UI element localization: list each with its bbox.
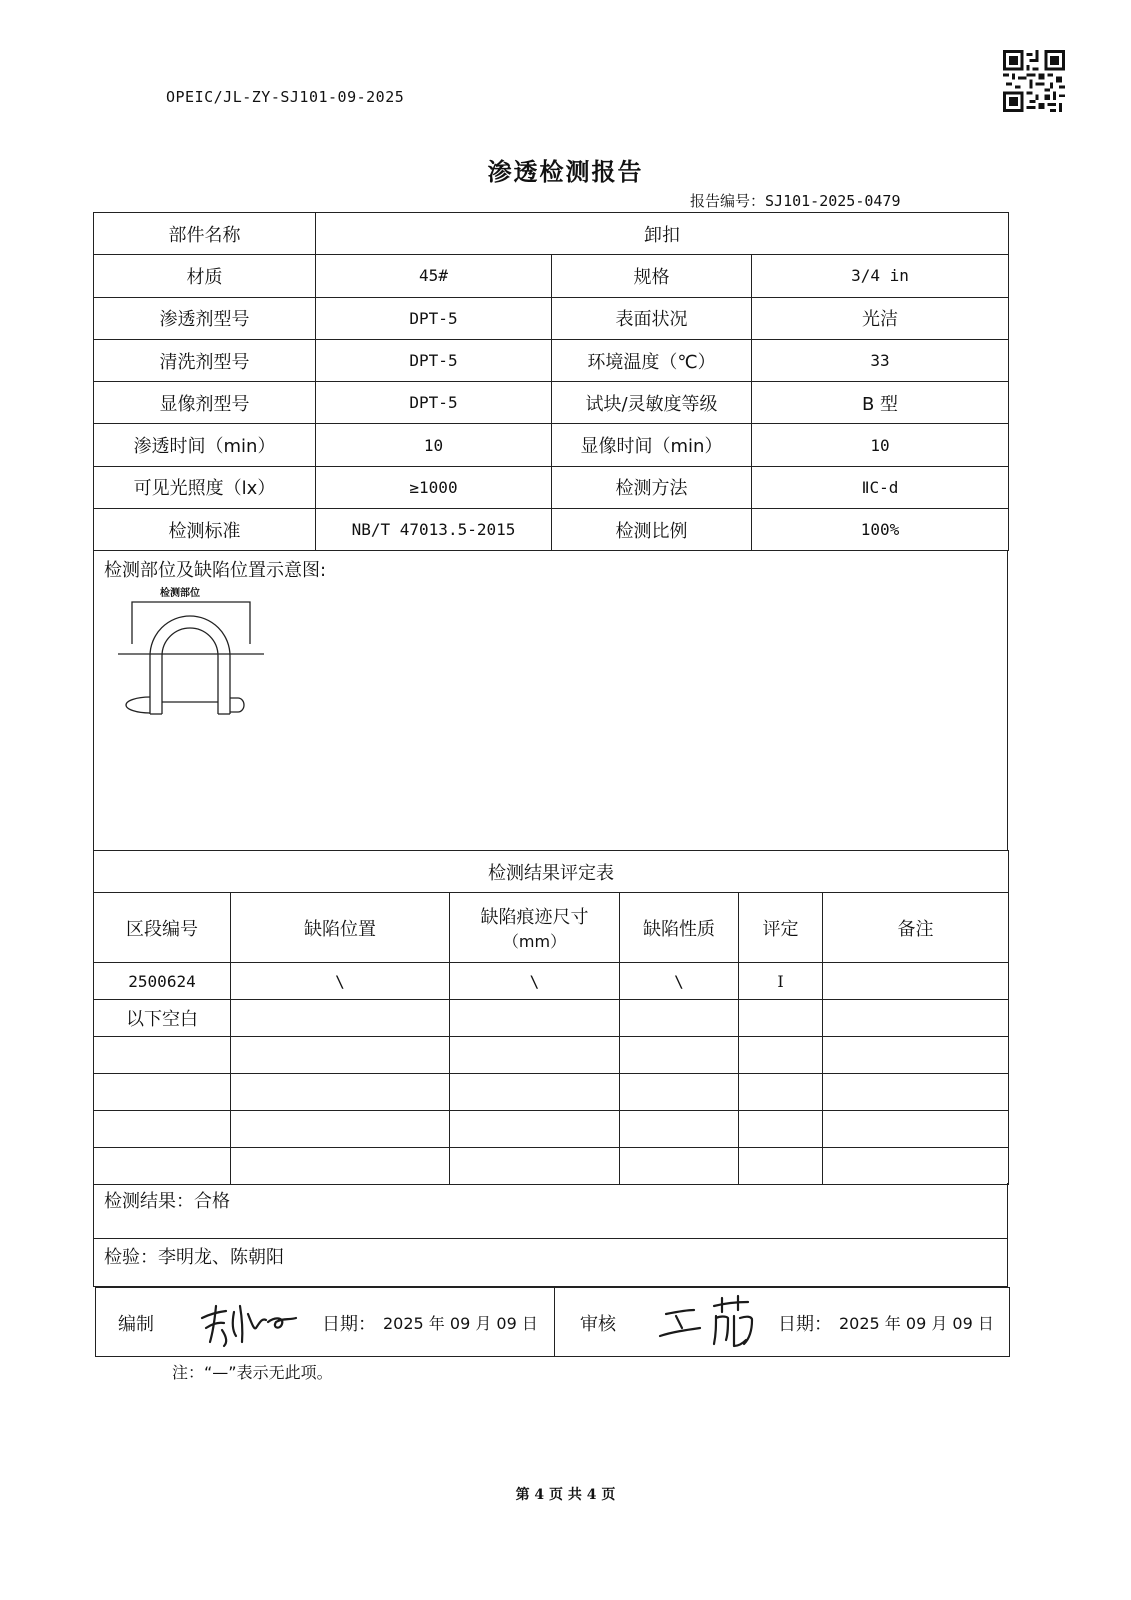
review-date: 2025 年 09 月 09 日 <box>839 1314 994 1333</box>
empty-cell <box>620 1074 739 1111</box>
empty-cell <box>620 1148 739 1185</box>
prepared-date-label: 日期： <box>322 1314 376 1335</box>
empty-cell <box>231 1074 450 1111</box>
info-row <box>94 424 1009 466</box>
material-value: 45# <box>316 255 552 297</box>
defect-size-cell: \ <box>450 963 620 1000</box>
table-row <box>94 1111 1009 1148</box>
report-number <box>690 190 900 211</box>
empty-cell <box>94 1037 231 1074</box>
review-date-label: 日期： <box>778 1314 832 1335</box>
col-defect-size-title: 缺陷痕迹尺寸 <box>480 907 589 928</box>
results-table <box>93 850 1009 1185</box>
empty-cell <box>231 1148 450 1185</box>
col-remarks: 备注 <box>823 893 1009 963</box>
info-table <box>93 212 1009 551</box>
empty-cell <box>823 1074 1009 1111</box>
diagram-section <box>93 550 1008 851</box>
empty-cell <box>231 1037 450 1074</box>
standard-value: NB/T 47013.5-2015 <box>316 509 552 551</box>
conclusion-text <box>104 1187 230 1213</box>
inspection-section <box>93 1239 1008 1287</box>
conclusion-label: 检测结果： <box>104 1191 194 1212</box>
penetration-time-label: 渗透时间（min） <box>94 424 316 466</box>
table-row <box>94 963 1009 1000</box>
empty-cell <box>450 1148 620 1185</box>
empty-cell <box>620 1000 739 1037</box>
cleaner-model-label: 清洗剂型号 <box>94 339 316 381</box>
part-name-label: 部件名称 <box>94 213 316 255</box>
empty-cell <box>450 1074 620 1111</box>
table-row <box>94 1074 1009 1111</box>
shackle-diagram <box>114 584 274 734</box>
blank-marker-cell: 以下空白 <box>94 1000 231 1037</box>
developer-model-label: 显像剂型号 <box>94 382 316 424</box>
empty-cell <box>231 1111 450 1148</box>
empty-cell <box>739 1148 823 1185</box>
empty-cell <box>620 1037 739 1074</box>
empty-cell <box>450 1111 620 1148</box>
empty-cell <box>739 1074 823 1111</box>
spec-label: 规格 <box>552 255 752 297</box>
inspection-label: 检验： <box>104 1247 158 1268</box>
illuminance-label: 可见光照度（lx） <box>94 466 316 508</box>
surface-condition-value: 光洁 <box>752 297 1009 339</box>
method-value: ⅡC-d <box>752 466 1009 508</box>
penetrant-model-value: DPT-5 <box>316 297 552 339</box>
illuminance-value: ≥1000 <box>316 466 552 508</box>
col-section-no: 区段编号 <box>94 893 231 963</box>
empty-cell <box>231 1000 450 1037</box>
col-defect-nature: 缺陷性质 <box>620 893 739 963</box>
prepared-date: 2025 年 09 月 09 日 <box>383 1314 538 1333</box>
document-code: OPEIC/JL-ZY-SJ101-09-2025 <box>166 88 405 106</box>
rating-cell: I <box>739 963 823 1000</box>
table-row <box>94 1148 1009 1185</box>
standard-label: 检测标准 <box>94 509 316 551</box>
col-defect-size <box>450 893 620 963</box>
empty-cell <box>94 1148 231 1185</box>
conclusion-section <box>93 1183 1008 1239</box>
development-time-value: 10 <box>752 424 1009 466</box>
inspection-text <box>104 1243 284 1269</box>
empty-cell <box>823 1148 1009 1185</box>
ambient-temp-value: 33 <box>752 339 1009 381</box>
empty-cell <box>620 1111 739 1148</box>
page-number: 第 4 页 共 4 页 <box>515 1487 616 1503</box>
inspector-names: 李明龙、陈朝阳 <box>158 1247 284 1268</box>
prepared-label: 编制 <box>118 1314 154 1335</box>
info-row <box>94 339 1009 381</box>
empty-cell <box>739 1037 823 1074</box>
table-row <box>94 1037 1009 1074</box>
info-row <box>94 213 1009 255</box>
method-label: 检测方法 <box>552 466 752 508</box>
table-row <box>94 1000 1009 1037</box>
col-defect-size-unit: （mm） <box>502 932 567 951</box>
info-row <box>94 297 1009 339</box>
empty-cell <box>823 1037 1009 1074</box>
development-time-label: 显像时间（min） <box>552 424 752 466</box>
ambient-temp-label: 环境温度（℃） <box>552 339 752 381</box>
diagram-caption: 检测部位 <box>160 588 200 599</box>
material-label: 材质 <box>94 255 316 297</box>
empty-cell <box>823 1111 1009 1148</box>
test-block-label: 试块/灵敏度等级 <box>552 382 752 424</box>
part-name-value: 卸扣 <box>316 213 1009 255</box>
conclusion-value: 合格 <box>194 1191 230 1212</box>
report-title: 渗透检测报告 <box>487 158 644 186</box>
empty-cell <box>739 1111 823 1148</box>
test-block-value: B 型 <box>752 382 1009 424</box>
info-row <box>94 509 1009 551</box>
report-number-label: 报告编号： <box>690 192 766 210</box>
results-header-row <box>94 893 1009 963</box>
ratio-label: 检测比例 <box>552 509 752 551</box>
col-defect-location: 缺陷位置 <box>231 893 450 963</box>
empty-cell <box>450 1000 620 1037</box>
section-no-cell: 2500624 <box>94 963 231 1000</box>
signoff-section <box>95 1287 1010 1357</box>
empty-cell <box>823 1000 1009 1037</box>
qr-code-icon <box>1003 50 1065 112</box>
developer-model-value: DPT-5 <box>316 382 552 424</box>
prepared-signature <box>196 1298 316 1350</box>
review-signature <box>656 1294 768 1352</box>
footnote: 注：“—”表示无此项。 <box>172 1363 333 1382</box>
penetrant-model-label: 渗透剂型号 <box>94 297 316 339</box>
cleaner-model-value: DPT-5 <box>316 339 552 381</box>
empty-cell <box>450 1037 620 1074</box>
info-row <box>94 255 1009 297</box>
defect-nature-cell: \ <box>620 963 739 1000</box>
info-row <box>94 466 1009 508</box>
signoff-divider <box>554 1288 555 1356</box>
diagram-label: 检测部位及缺陷位置示意图: <box>104 560 327 581</box>
col-rating: 评定 <box>739 893 823 963</box>
defect-location-cell: \ <box>231 963 450 1000</box>
remarks-cell <box>823 963 1009 1000</box>
penetration-time-value: 10 <box>316 424 552 466</box>
report-number-value: SJ101-2025-0479 <box>765 192 901 210</box>
results-table-title: 检测结果评定表 <box>94 851 1009 893</box>
review-label: 审核 <box>580 1314 616 1335</box>
surface-condition-label: 表面状况 <box>552 297 752 339</box>
empty-cell <box>94 1111 231 1148</box>
results-title-row <box>94 851 1009 893</box>
empty-cell <box>94 1074 231 1111</box>
empty-cell <box>739 1000 823 1037</box>
ratio-value: 100% <box>752 509 1009 551</box>
info-row <box>94 382 1009 424</box>
spec-value: 3/4 in <box>752 255 1009 297</box>
